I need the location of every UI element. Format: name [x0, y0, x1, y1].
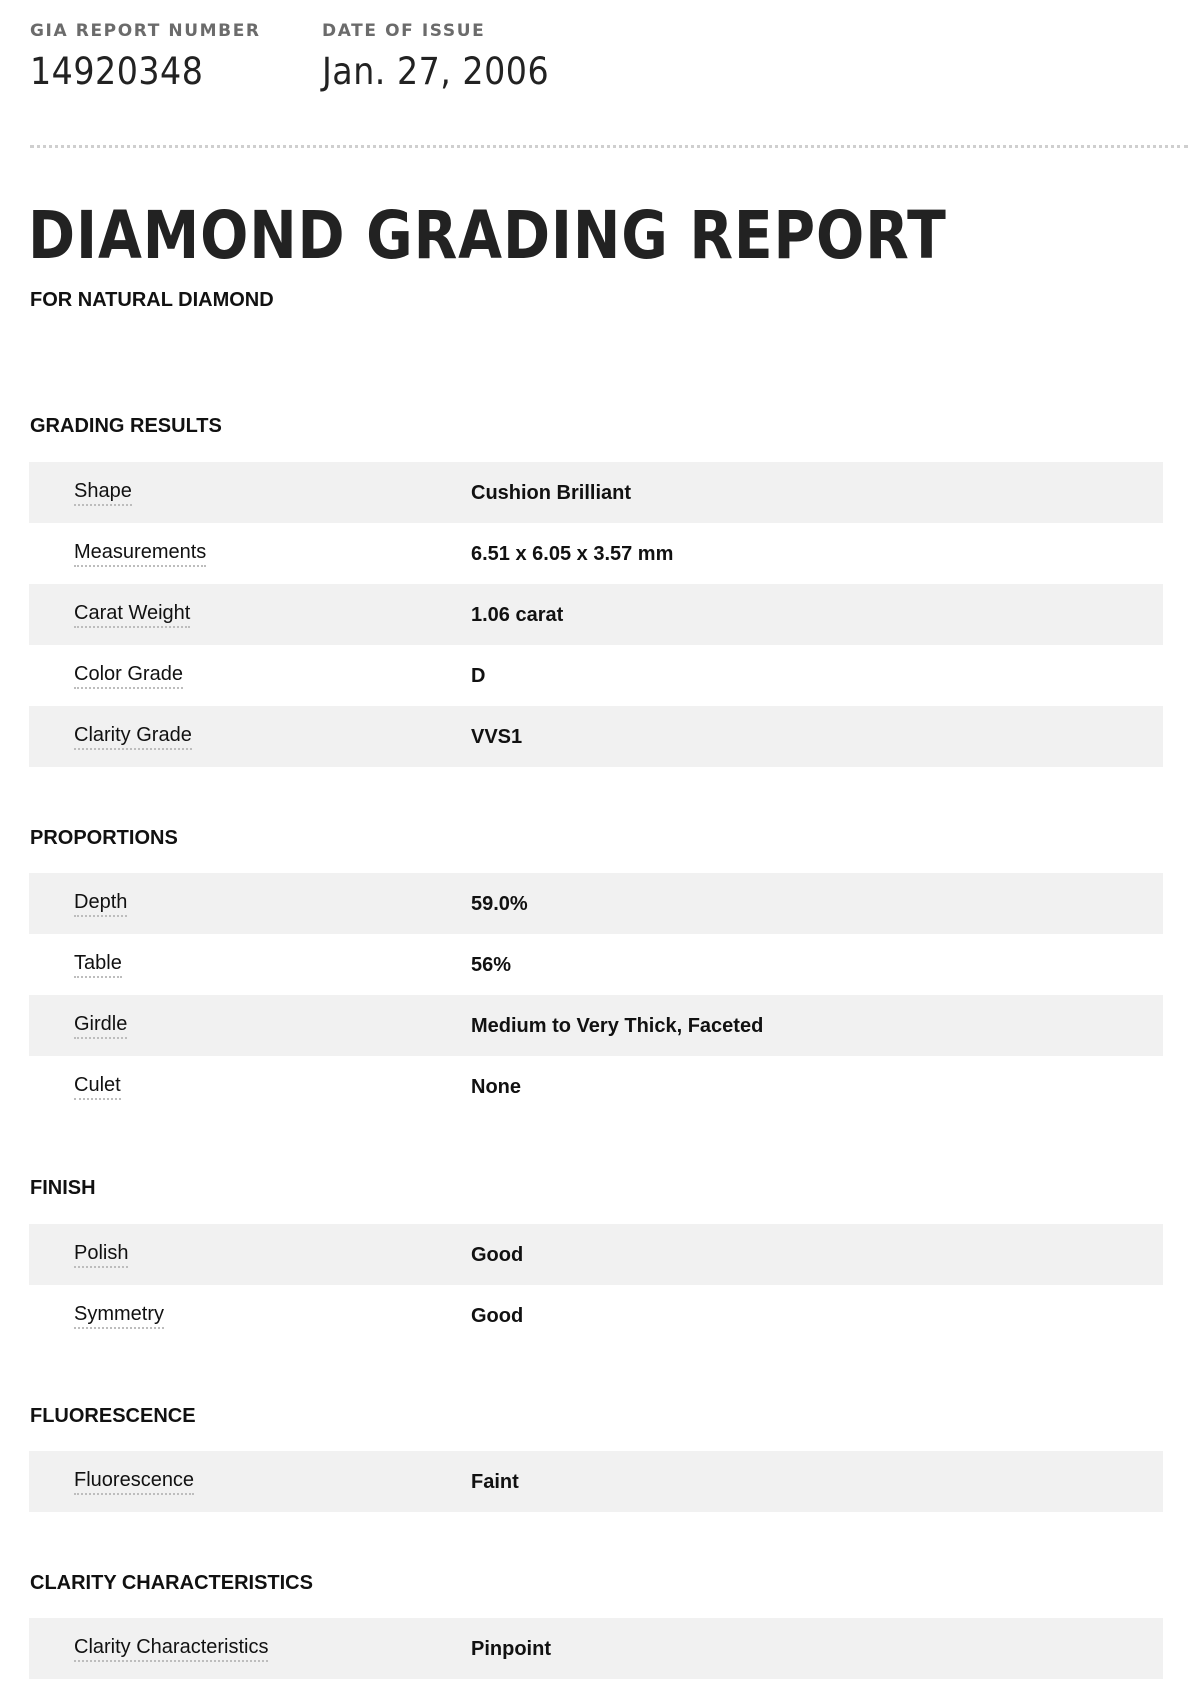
table-row	[29, 1285, 1163, 1346]
header-divider	[30, 145, 1188, 148]
row-value-clarity-grade: VVS1	[471, 725, 523, 748]
row-label-carat-weight[interactable]: Carat Weight	[74, 601, 190, 628]
row-value-shape: Cushion Brilliant	[471, 481, 631, 504]
row-label-fluorescence[interactable]: Fluorescence	[74, 1468, 194, 1495]
row-value-clarity-characteristics: Pinpoint	[471, 1637, 551, 1660]
report-number: 14920348	[30, 50, 204, 93]
table-row	[29, 462, 1163, 523]
row-label-table[interactable]: Table	[74, 951, 122, 978]
row-label-shape[interactable]: Shape	[74, 479, 132, 506]
row-label-culet[interactable]: Culet	[74, 1073, 121, 1100]
report-subtitle: FOR NATURAL DIAMOND	[30, 289, 274, 311]
row-label-girdle[interactable]: Girdle	[74, 1012, 127, 1039]
table-row	[29, 645, 1163, 706]
section-heading-proportions: PROPORTIONS	[30, 827, 178, 849]
row-value-carat-weight: 1.06 carat	[471, 603, 564, 626]
section-heading-grading-results: GRADING RESULTS	[30, 415, 222, 437]
table-row	[29, 873, 1163, 934]
row-label-clarity-characteristics[interactable]: Clarity Characteristics	[74, 1635, 268, 1662]
row-value-polish: Good	[471, 1243, 524, 1266]
report-number-label: GIA REPORT NUMBER	[30, 21, 261, 41]
clarity-characteristics-table	[29, 1618, 1163, 1679]
table-row	[29, 995, 1163, 1056]
finish-table	[29, 1224, 1163, 1346]
table-row	[29, 1618, 1163, 1679]
table-row	[29, 934, 1163, 995]
row-value-table: 56%	[471, 953, 512, 976]
row-value-color-grade: D	[471, 664, 486, 687]
table-row	[29, 1451, 1163, 1512]
section-heading-finish: FINISH	[30, 1177, 96, 1199]
proportions-table	[29, 873, 1163, 1117]
table-row	[29, 523, 1163, 584]
section-heading-fluorescence: FLUORESCENCE	[30, 1405, 196, 1427]
date-of-issue-block	[322, 20, 549, 94]
row-value-depth: 59.0%	[471, 892, 528, 915]
row-label-measurements[interactable]: Measurements	[74, 540, 206, 567]
row-label-symmetry[interactable]: Symmetry	[74, 1302, 164, 1329]
table-row	[29, 706, 1163, 767]
row-value-symmetry: Good	[471, 1304, 524, 1327]
table-row	[29, 1224, 1163, 1285]
fluorescence-table	[29, 1451, 1163, 1512]
report-number-block	[30, 20, 261, 94]
grading-results-table	[29, 462, 1163, 767]
date-of-issue: Jan. 27, 2006	[322, 50, 550, 93]
row-value-fluorescence: Faint	[471, 1470, 519, 1493]
date-of-issue-label: DATE OF ISSUE	[322, 21, 486, 41]
table-row	[29, 1056, 1163, 1117]
table-row	[29, 584, 1163, 645]
row-value-measurements: 6.51 x 6.05 x 3.57 mm	[471, 542, 674, 565]
row-value-culet: None	[471, 1075, 521, 1098]
row-label-depth[interactable]: Depth	[74, 890, 127, 917]
report-meta	[30, 20, 550, 94]
row-label-color-grade[interactable]: Color Grade	[74, 662, 183, 689]
section-heading-clarity-characteristics: CLARITY CHARACTERISTICS	[30, 1572, 313, 1594]
row-value-girdle: Medium to Very Thick, Faceted	[471, 1014, 764, 1037]
report-title: DIAMOND GRADING REPORT	[28, 197, 947, 274]
row-label-polish[interactable]: Polish	[74, 1241, 128, 1268]
row-label-clarity-grade[interactable]: Clarity Grade	[74, 723, 192, 750]
